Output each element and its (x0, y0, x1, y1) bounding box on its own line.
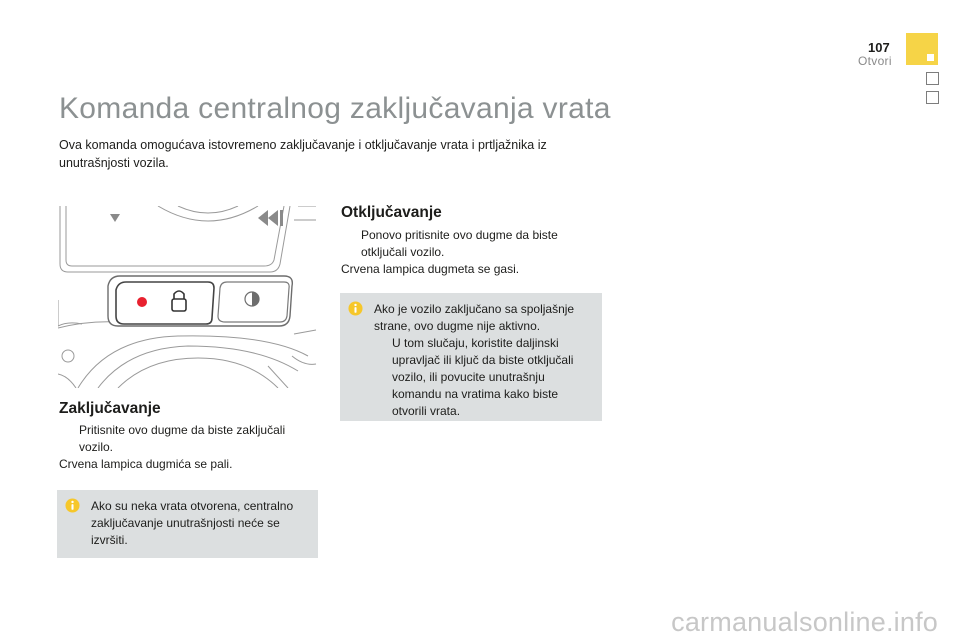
locking-note: Crvena lampica dugmića se pali. (59, 457, 233, 471)
section-label: Otvori (858, 54, 892, 68)
unlocking-bullet-text: Ponovo pritisnite ovo dugme da biste otključali vozilo. (361, 228, 558, 259)
unlocking-info-text: Ako je vozilo zaključano sa spoljašnje strane, ovo dugme nije aktivno. (374, 302, 575, 333)
dashboard-drawing (58, 206, 318, 388)
watermark: carmanualsonline.info (671, 607, 938, 637)
unlocking-info-content (374, 301, 589, 420)
locking-bullet-text: Pritisnite ovo dugme da biste zaključali vozilo. (79, 423, 286, 454)
half-circle-icon (245, 292, 259, 306)
chapter-tab[interactable] (926, 91, 939, 104)
central-locking-illustration (58, 206, 318, 388)
led-indicator (137, 297, 147, 307)
page-title: Komanda centralnog zaključavanja vrata (59, 92, 611, 125)
unlocking-heading: Otključavanje (341, 204, 442, 221)
info-icon (348, 301, 363, 316)
unlocking-bullet (341, 227, 591, 261)
unlocking-info-box (340, 293, 602, 421)
rewind-icon (258, 210, 283, 226)
locking-heading: Zaključavanje (59, 400, 161, 417)
chapter-tab[interactable] (926, 72, 939, 85)
unlocking-note: Crvena lampica dugmeta se gasi. (341, 262, 520, 276)
unlocking-info-bullet (374, 335, 589, 420)
page-number: 107 (868, 40, 890, 55)
locking-info-box (57, 490, 318, 558)
info-icon (65, 498, 80, 513)
unlocking-info-bullet-text: U tom slučaju, koristite daljinski upravljač ili ključ da biste otključali vozilo, ili povucite unutrašnju komandu na vratima kako biste otvorili vrata. (392, 336, 574, 418)
chapter-tab-active[interactable] (906, 33, 938, 65)
play-down-icon (110, 214, 120, 222)
locking-bullet (59, 422, 309, 456)
intro-paragraph: Ova komanda omogućava istovremeno zaključavanje i otključavanje vrata i prtljažnika iz unutrašnjosti vozila. (59, 138, 547, 170)
button-housing (108, 276, 292, 326)
locking-info-text: Ako su neka vrata otvorena, centralno zaključavanje unutrašnjosti neće se izvršiti. (91, 499, 294, 547)
